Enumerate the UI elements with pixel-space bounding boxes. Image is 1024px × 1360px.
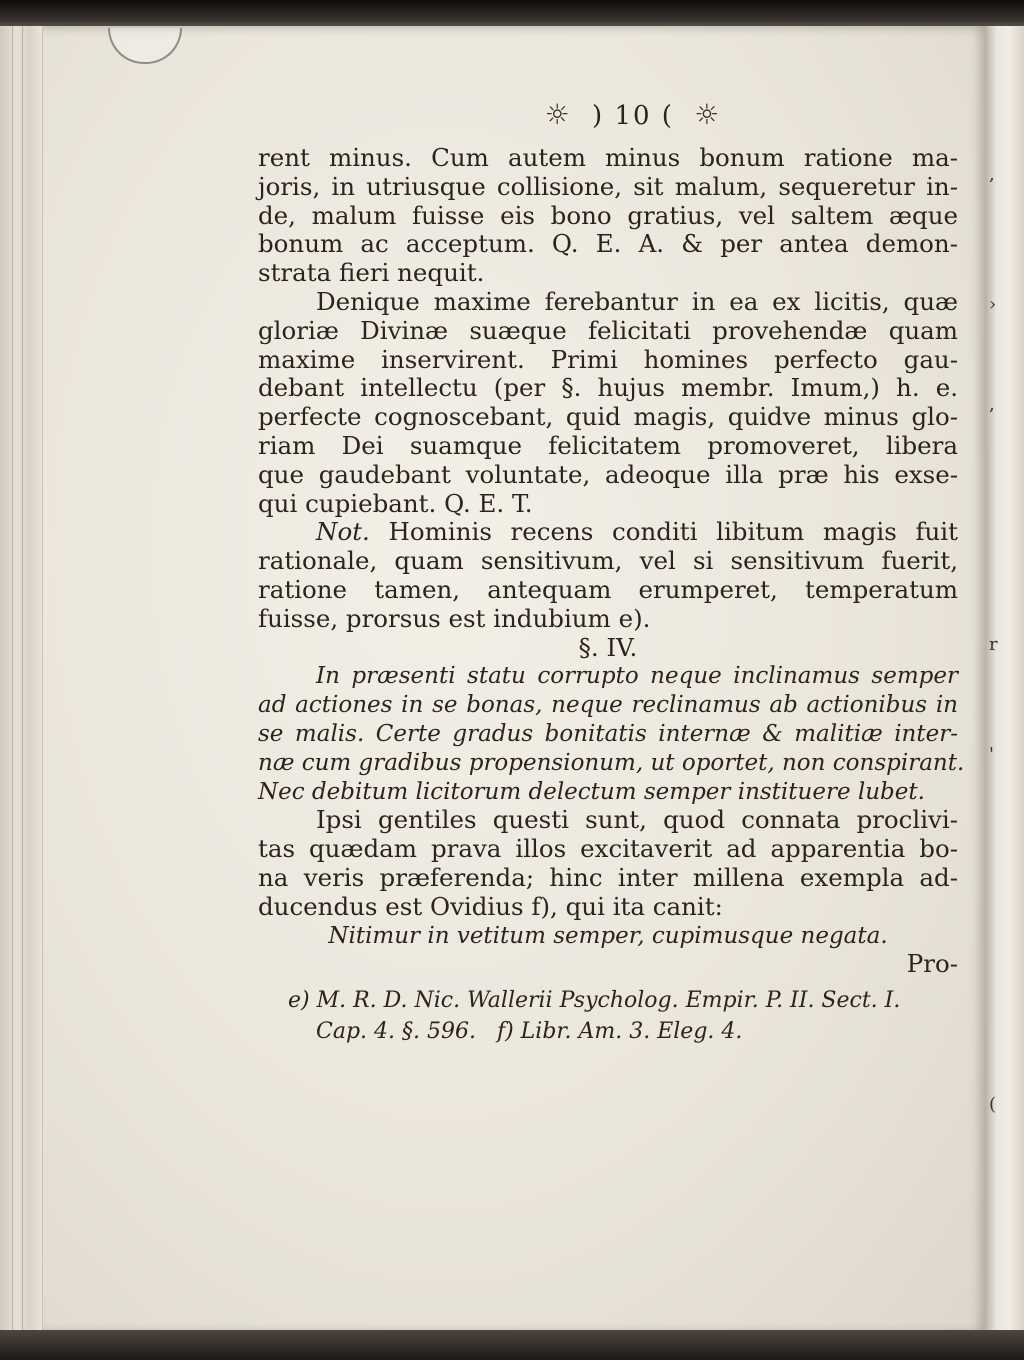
text-line: se malis. Certe gradus bonitatis internæ & malitiæ inter-	[258, 720, 958, 747]
text-line: strata fieri nequit.	[258, 258, 485, 288]
scan-background-bottom	[0, 1330, 1024, 1360]
ornament-left-icon: ☼	[544, 98, 572, 131]
page-text	[258, 98, 965, 1047]
text-line: debant intellectu (per §. hujus membr. Imum,) h. e.	[258, 373, 958, 403]
text-line	[258, 518, 958, 547]
text-line: In præsenti statu corrupto neque inclinamus semper	[316, 663, 958, 690]
text-line: tas quædam prava illos excitaverit ad apparentia bo-	[258, 834, 958, 864]
text-line: ratione tamen, antequam erumperet, temperatum	[258, 574, 958, 604]
paragraph-2	[258, 288, 958, 518]
text-line: ad actiones in se bonas, neque reclinamus ab actionibus in	[258, 692, 958, 719]
text-line: bonum ac acceptum. Q. E. A. & per antea demon-	[258, 229, 958, 259]
note-label: Not.	[316, 517, 370, 547]
text-line: que gaudebant voluntate, adeoque illa præ his exse-	[258, 459, 958, 489]
note-text: Hominis recens conditi libitum magis fuit	[388, 517, 958, 547]
page-binding	[0, 26, 43, 1334]
text-line: qui cupiebant. Q. E. T.	[258, 488, 533, 518]
text-line: Nec debitum licitorum delectum semper instituere lubet.	[258, 778, 925, 805]
final-paragraph	[258, 806, 958, 921]
text-line: na veris præferenda; hinc inter millena exempla ad-	[258, 862, 958, 892]
footnote: Cap. 4. §. 596. f) Libr. Am. 3. Eleg. 4.	[316, 1019, 743, 1045]
text-line: perfecte cognoscebant, quid magis, quidve minus glo-	[258, 402, 958, 432]
footnote: e) M. R. D. Nic. Wallerii Psycholog. Empir. P. II. Sect. I.	[288, 988, 901, 1014]
text-line: ducendus est Ovidius f), qui ita canit:	[258, 891, 723, 921]
text-line: rent minus. Cum autem minus bonum ratione ma-	[258, 143, 958, 172]
text-line: gloriæ Divinæ suæque felicitati provehendæ quam	[258, 315, 958, 345]
text-line: joris, in utriusque collisione, sit malum, sequeretur in-	[258, 171, 958, 201]
text-line: de, malum fuisse eis bono gratius, vel saltem æque	[258, 200, 958, 230]
italic-paragraph	[258, 662, 965, 806]
footnotes	[258, 985, 958, 1047]
next-page-edge-marks: , › , r ' (	[989, 164, 998, 1115]
catchword: Pro-	[906, 949, 958, 979]
text-line: næ cum gradibus propensionum, ut oportet, non conspirant.	[258, 749, 965, 776]
text-line: rationale, quam sensitivum, vel si sensitivum fuerit,	[258, 546, 958, 576]
ornament-right-icon: ☼	[694, 98, 722, 131]
text-line: riam Dei suamque felicitatem promoveret, libera	[258, 430, 958, 460]
paragraph-note	[258, 518, 958, 633]
page-number: ) 10 (	[592, 101, 674, 131]
text-line: maxime inservirent. Primi homines perfecto gau-	[258, 344, 958, 374]
text-line: Ipsi gentiles questi sunt, quod connata proclivi-	[316, 805, 958, 835]
verse-quotation: Nitimur in vetitum semper, cupimusque negata.	[328, 922, 888, 949]
running-header	[258, 98, 958, 144]
section-heading: §. IV.	[578, 632, 638, 662]
paragraph-1	[258, 144, 958, 288]
text-line: fuisse, prorsus est indubium e).	[258, 603, 651, 633]
text-line: Denique maxime ferebantur in ea ex licitis, quæ	[316, 286, 958, 316]
